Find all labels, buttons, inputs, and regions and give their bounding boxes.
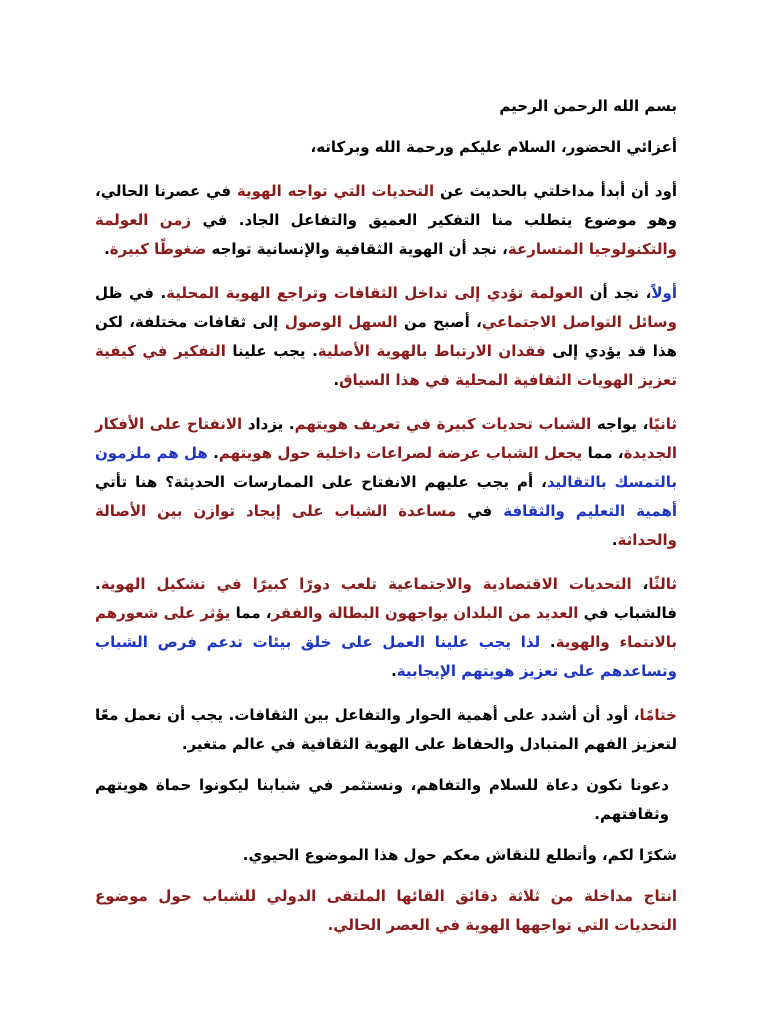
- text-segment: ،: [631, 575, 649, 593]
- text-segment: لذا يجب علينا العمل على خلق بيئات تدعم فرص الشباب وتساعدهم على تعزيز هويتهم الإيجابية: [95, 633, 677, 680]
- paragraph-second: [95, 410, 677, 555]
- text-segment: السهل الوصول: [284, 313, 398, 331]
- text-segment: هل هم ملزمون بالتمسك بالتقاليد: [95, 444, 677, 491]
- text-segment: .: [540, 633, 556, 651]
- text-segment: .: [207, 444, 219, 462]
- text-segment: العولمة تؤدي إلى تداخل الثقافات وتراجع الهوية المحلية: [166, 284, 584, 302]
- text-segment: يؤثر على شعورهم بالانتماء والهوية: [95, 604, 678, 651]
- text-segment: الشباب تحديات كبيرة في تعريف هويتهم: [294, 415, 592, 433]
- text-segment: أعزائي الحضور، السلام عليكم ورحمة الله وبركاته،: [310, 138, 677, 156]
- paragraph-footer: [95, 882, 677, 940]
- text-segment: ختامًا: [639, 706, 677, 724]
- text-segment: العديد من البلدان يواجهون البطالة والفقر: [271, 604, 579, 622]
- text-segment: ، أم يجب عليهم الانفتاح على الممارسات الحديثة؟ هنا تأتي: [95, 473, 547, 491]
- text-segment: ، أصبح من: [397, 313, 482, 331]
- text-segment: ، نجد أن: [583, 284, 652, 302]
- text-segment: إلى ثقافات مختلفة، لكن هذا قد يؤدي إلى: [95, 313, 678, 360]
- paragraph-conclusion: [95, 701, 677, 759]
- text-segment: بسم الله الرحمن الرحيم: [499, 97, 677, 115]
- text-segment: أولاً: [651, 284, 677, 302]
- text-segment: دعونا نكون دعاة للسلام والتفاهم، ونستثمر في شبابنا ليكونوا حماة هويتهم وثقافتهم.: [95, 776, 669, 823]
- text-segment: شكرًا لكم، وأتطلع للنقاش معكم حول هذا الموضوع الحيوي.: [242, 846, 677, 864]
- paragraph-third: [95, 570, 677, 686]
- paragraph-basmala: [95, 92, 677, 121]
- text-segment: يجعل الشباب عرضة لصراعات داخلية حول هويتهم: [218, 444, 583, 462]
- text-segment: أود أن أبدأ مداخلتي بالحديث عن: [434, 182, 677, 200]
- text-segment: انتاج مداخلة من ثلاثة دقائق القائها الملتقى الدولي للشباب حول موضوع التحديات التي تواجهها الهوية في العصر الحالي.: [95, 887, 677, 934]
- text-segment: مساعدة الشباب على إيجاد توازن بين الأصالة والحداثة: [95, 502, 677, 549]
- text-segment: أهمية التعليم والثقافة: [503, 502, 677, 520]
- text-segment: التفكير في كيفية تعزيز الهويات الثقافية المحلية في هذا السياق: [95, 342, 677, 389]
- text-segment: . يجب علينا: [225, 342, 318, 360]
- paragraph-intro: [95, 177, 677, 264]
- text-segment: .: [104, 240, 110, 258]
- paragraph-thanks: [95, 841, 677, 870]
- text-segment: ثانيًا: [648, 415, 677, 433]
- text-segment: ، مما: [582, 444, 624, 462]
- text-segment: .: [611, 531, 618, 549]
- text-segment: التحديات التي تواجه الهوية: [236, 182, 435, 200]
- text-segment: في عصرنا الحالي، وهو موضوع يتطلب منا التفكير العميق والتفاعل الجاد. في: [95, 182, 677, 229]
- text-segment: .: [333, 371, 340, 389]
- paragraph-greeting: [95, 133, 677, 162]
- text-segment: . يزداد: [242, 415, 295, 433]
- text-segment: ضغوطًا كبيرة: [109, 240, 207, 258]
- text-segment: . فالشباب في: [95, 575, 677, 622]
- text-segment: فقدان الارتباط بالهوية الأصلية: [317, 342, 546, 360]
- text-segment: ، يواجه: [591, 415, 649, 433]
- text-segment: زمن العولمة والتكنولوجيا المتسارعة: [95, 211, 677, 258]
- paragraph-call: [95, 771, 677, 829]
- text-segment: .: [391, 662, 397, 680]
- text-segment: . في ظل: [95, 284, 167, 302]
- text-segment: ثالثًا: [648, 575, 677, 593]
- paragraph-first: [95, 279, 677, 395]
- text-segment: في: [456, 502, 504, 520]
- document-page: [95, 92, 677, 955]
- text-segment: وسائل التواصل الاجتماعي: [481, 313, 677, 331]
- text-segment: التحديات الاقتصادية والاجتماعية تلعب دورًا كبيرًا في تشكيل الهوية: [100, 575, 632, 593]
- text-segment: الانفتاح على الأفكار الجديدة: [95, 415, 678, 462]
- text-segment: ، أود أن أشدد على أهمية الحوار والتفاعل بين الثقافات. يجب أن نعمل معًا لتعزيز الفهم المتبادل والحفاظ على الهوية الثقافية في عالم متغير.: [95, 706, 677, 753]
- text-segment: ، مما: [230, 604, 272, 622]
- text-segment: ، نجد أن الهوية الثقافية والإنسانية تواجه: [206, 240, 508, 258]
